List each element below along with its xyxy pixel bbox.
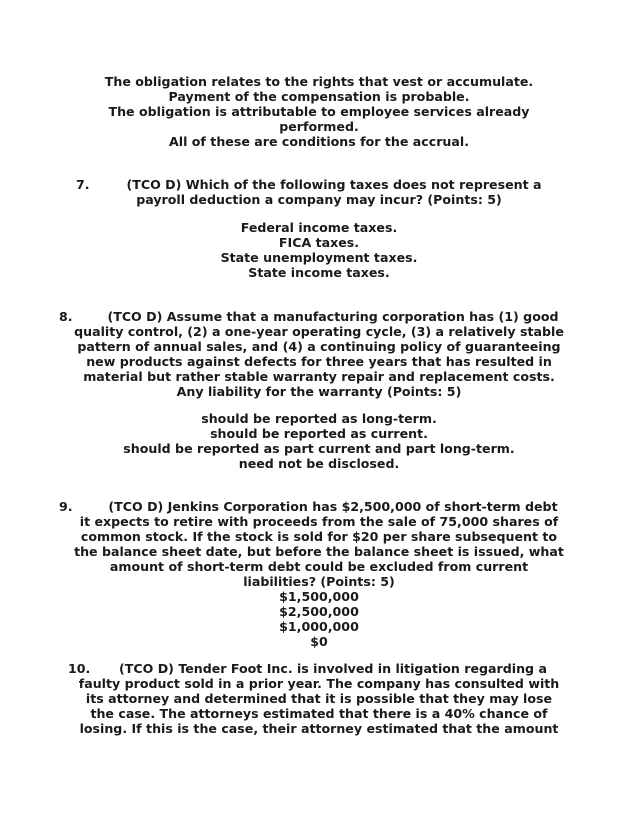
prev-option-2: Payment of the compensation is probable. <box>168 89 470 104</box>
question-9-stem-line: liabilities? (Points: 5) <box>243 574 395 589</box>
question-7-option-d: State income taxes. <box>248 265 390 280</box>
question-8-option-c: should be reported as part current and part long-term. <box>123 441 515 456</box>
question-9-option-d: $0 <box>310 634 328 649</box>
question-10-stem-line: its attorney and determined that it is possible that they may lose <box>85 691 553 706</box>
prev-option-3-cont: performed. <box>279 119 359 134</box>
question-8-number: 8. <box>59 309 73 324</box>
question-8-stem-line: material but rather stable warranty repair and replacement costs. <box>83 369 555 384</box>
question-10-number: 10. <box>68 661 91 676</box>
question-8-stem-line: (TCO D) Assume that a manufacturing corporation has (1) good <box>107 309 559 324</box>
question-8-option-a: should be reported as long-term. <box>201 411 437 426</box>
question-9-option-b: $2,500,000 <box>279 604 359 619</box>
question-9-stem-line: the balance sheet date, but before the balance sheet is issued, what <box>74 544 564 559</box>
question-7-number: 7. <box>76 177 90 192</box>
question-10-stem-line: faulty product sold in a prior year. The company has consulted with <box>78 676 560 691</box>
question-7-option-a: Federal income taxes. <box>240 220 398 235</box>
question-8-stem-line: pattern of annual sales, and (4) a continuing policy of guaranteeing <box>77 339 561 354</box>
question-9-option-c: $1,000,000 <box>279 619 359 634</box>
question-8-option-b: should be reported as current. <box>210 426 428 441</box>
question-9-number: 9. <box>59 499 73 514</box>
question-9-stem-line: it expects to retire with proceeds from the sale of 75,000 shares of <box>79 514 559 529</box>
question-7-stem-line: payroll deduction a company may incur? (Points: 5) <box>136 192 502 207</box>
question-8-option-d: need not be disclosed. <box>238 456 400 471</box>
question-9-option-a: $1,500,000 <box>279 589 359 604</box>
question-8-stem-line: new products against defects for three years that has resulted in <box>86 354 552 369</box>
question-9-stem-line: amount of short-term debt could be excluded from current <box>109 559 529 574</box>
prev-option-3: The obligation is attributable to employee services already <box>108 104 530 119</box>
question-10-stem-line: the case. The attorneys estimated that there is a 40% chance of <box>90 706 548 721</box>
question-9-stem-line: common stock. If the stock is sold for $20 per share subsequent to <box>80 529 558 544</box>
prev-option-4: All of these are conditions for the accrual. <box>169 134 469 149</box>
question-7-option-c: State unemployment taxes. <box>220 250 418 265</box>
question-8-stem-line: Any liability for the warranty (Points: 5) <box>176 384 462 399</box>
prev-option-1: The obligation relates to the rights that vest or accumulate. <box>104 74 534 89</box>
question-7-option-b: FICA taxes. <box>278 235 360 250</box>
question-9-stem-line: (TCO D) Jenkins Corporation has $2,500,000 of short-term debt <box>108 499 558 514</box>
question-7-stem-line: (TCO D) Which of the following taxes does not represent a <box>126 177 542 192</box>
question-10-stem-line: (TCO D) Tender Foot Inc. is involved in litigation regarding a <box>119 661 547 676</box>
question-8-stem-line: quality control, (2) a one-year operating cycle, (3) a relatively stable <box>74 324 564 339</box>
question-10-stem-line: losing. If this is the case, their attorney estimated that the amount <box>79 721 559 736</box>
